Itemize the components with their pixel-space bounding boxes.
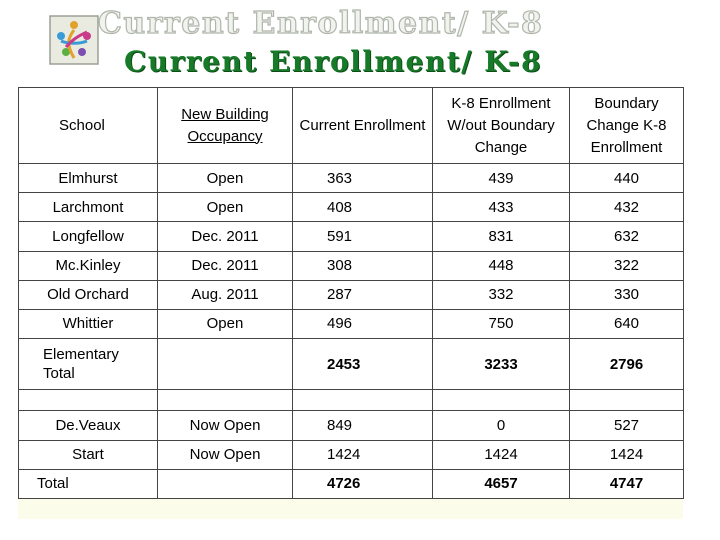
page-title: Current Enrollment/ K-8 — [124, 45, 543, 78]
table-row — [19, 251, 684, 280]
with-cell: 632 — [570, 222, 684, 251]
occupancy-cell: Open — [158, 309, 293, 338]
table-row — [19, 280, 684, 309]
empty-cell — [19, 390, 158, 411]
header-row — [19, 88, 684, 164]
occupancy-cell: Dec. 2011 — [158, 222, 293, 251]
occupancy-cell: Now Open — [158, 440, 293, 469]
with-cell: 640 — [570, 309, 684, 338]
header-current-enrollment: Current Enrollment — [293, 88, 433, 164]
without-cell: 332 — [433, 280, 570, 309]
without-cell: 831 — [433, 222, 570, 251]
without-cell: 3233 — [433, 339, 570, 390]
school-name: Larchmont — [19, 193, 158, 222]
occupancy-cell: Dec. 2011 — [158, 251, 293, 280]
current-cell: 308 — [293, 251, 433, 280]
school-name: Whittier — [19, 309, 158, 338]
current-cell: 363 — [293, 164, 433, 193]
header-enrollment-with-change: Boundary Change K-8 Enrollment — [570, 88, 684, 164]
school-name: Longfellow — [19, 222, 158, 251]
header-enrollment-without-change: K-8 Enrollment W/out Boundary Change — [433, 88, 570, 164]
school-name: Old Orchard — [19, 280, 158, 309]
without-cell: 433 — [433, 193, 570, 222]
current-cell: 2453 — [293, 339, 433, 390]
occupancy-cell: Now Open — [158, 411, 293, 440]
current-cell: 849 — [293, 411, 433, 440]
without-cell: 448 — [433, 251, 570, 280]
empty-cell — [158, 390, 293, 411]
spacer-row — [19, 390, 684, 411]
header-occupancy: New Building Occupancy — [158, 88, 293, 164]
header-school: School — [19, 88, 158, 164]
with-cell: 527 — [570, 411, 684, 440]
table-row — [19, 309, 684, 338]
with-cell: 2796 — [570, 339, 684, 390]
school-name: Start — [19, 440, 158, 469]
without-cell: 1424 — [433, 440, 570, 469]
table-row — [19, 193, 684, 222]
table-row — [19, 411, 684, 440]
empty-cell — [570, 390, 684, 411]
enrollment-table — [18, 87, 684, 499]
current-cell: 1424 — [293, 440, 433, 469]
table-row — [19, 164, 684, 193]
without-cell: 0 — [433, 411, 570, 440]
occupancy-cell: Open — [158, 193, 293, 222]
title-shadow-text: Current Enrollment/ K-8 — [98, 6, 544, 41]
grand-total-row — [19, 469, 684, 498]
current-cell: 4726 — [293, 469, 433, 498]
occupancy-cell: Aug. 2011 — [158, 280, 293, 309]
footer-band — [18, 499, 683, 519]
empty-cell — [433, 390, 570, 411]
with-cell: 4747 — [570, 469, 684, 498]
empty-cell — [158, 469, 293, 498]
with-cell: 432 — [570, 193, 684, 222]
colorful-people-logo-icon — [48, 14, 100, 66]
school-name: De.Veaux — [19, 411, 158, 440]
elementary-total-row — [19, 339, 684, 390]
current-cell: 591 — [293, 222, 433, 251]
elementary-total-label: Elementary Total — [19, 339, 158, 390]
with-cell: 322 — [570, 251, 684, 280]
without-cell: 4657 — [433, 469, 570, 498]
without-cell: 750 — [433, 309, 570, 338]
table-row — [19, 440, 684, 469]
without-cell: 439 — [433, 164, 570, 193]
with-cell: 440 — [570, 164, 684, 193]
empty-cell — [293, 390, 433, 411]
current-cell: 287 — [293, 280, 433, 309]
grand-total-label: Total — [19, 469, 158, 498]
empty-cell — [158, 339, 293, 390]
with-cell: 330 — [570, 280, 684, 309]
current-cell: 408 — [293, 193, 433, 222]
occupancy-cell: Open — [158, 164, 293, 193]
school-name: Elmhurst — [19, 164, 158, 193]
table-row — [19, 222, 684, 251]
current-cell: 496 — [293, 309, 433, 338]
with-cell: 1424 — [570, 440, 684, 469]
school-name: Mc.Kinley — [19, 251, 158, 280]
